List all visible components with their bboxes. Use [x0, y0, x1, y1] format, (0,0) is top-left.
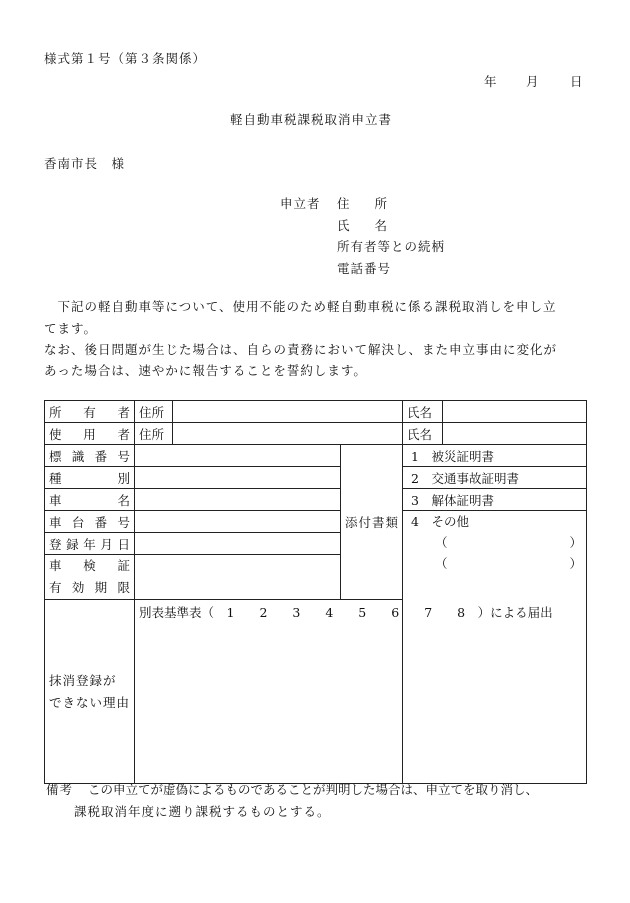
- user-name-field[interactable]: [443, 423, 587, 445]
- attachment-item-3: 3 解体証明書: [403, 489, 587, 511]
- vehicle-form-table: [44, 400, 587, 784]
- date-day-label: 日: [570, 74, 583, 89]
- paren-close-2: ）: [569, 556, 582, 571]
- reason-field[interactable]: [135, 600, 587, 784]
- note-line-1: この申立てが虚偽によるものであることが判明した場合は、申立てを取り消し、: [88, 782, 539, 797]
- registration-date-field[interactable]: [135, 533, 341, 555]
- applicant-phone-label: 電話番号: [337, 261, 392, 276]
- owner-name-field[interactable]: [443, 401, 587, 423]
- chassis-number-field[interactable]: [135, 511, 341, 533]
- user-address-field[interactable]: [173, 423, 403, 445]
- applicant-label: 申立者: [280, 196, 321, 211]
- reason-criteria-text: 別表基準表（ 1 2 3 4 5 6 7 8 ）による届出: [139, 605, 553, 620]
- form-number: 様式第１号（第３条関係）: [44, 51, 207, 66]
- applicant-name-label: 氏 名: [337, 218, 388, 233]
- inspection-expiry-label: [45, 555, 135, 600]
- paren-close-1: ）: [569, 535, 582, 550]
- attachments-label: 添付書類: [341, 445, 403, 600]
- addressee: 香南市長 様: [44, 156, 126, 171]
- owner-address-label: 住所: [135, 401, 173, 423]
- registration-date-label: 登録年月日: [45, 533, 135, 555]
- inspection-expiry-field[interactable]: [135, 555, 341, 600]
- vehicle-type-field[interactable]: [135, 467, 341, 489]
- reason-label-line-2: できない理由: [49, 694, 131, 710]
- user-label: 使 用 者: [45, 423, 135, 445]
- body-line-2: てます。: [44, 321, 98, 336]
- date-month-label: 月: [526, 74, 539, 89]
- user-name-label: 氏名: [403, 423, 443, 445]
- user-address-label: 住所: [135, 423, 173, 445]
- body-line-1: 下記の軽自動車等について、使用不能のため軽自動車税に係る課税取消しを申し立: [44, 299, 557, 314]
- inspection-label-line-2: 有効期限: [49, 580, 130, 595]
- vehicle-name-field[interactable]: [135, 489, 341, 511]
- plate-number-field[interactable]: [135, 445, 341, 467]
- owner-name-label: 氏名: [403, 401, 443, 423]
- attachment-other-1[interactable]: [403, 532, 586, 553]
- applicant-address-label: 住 所: [337, 196, 388, 211]
- plate-number-label: 標識番号: [45, 445, 135, 467]
- date-year-label: 年: [484, 74, 497, 89]
- owner-address-field[interactable]: [173, 401, 403, 423]
- vehicle-name-label: 車 名: [45, 489, 135, 511]
- paren-open-2: （: [435, 556, 448, 571]
- applicant-relation-label: 所有者等との続柄: [337, 239, 446, 254]
- attachment-other-2[interactable]: [403, 553, 586, 574]
- chassis-number-label: 車台番号: [45, 511, 135, 533]
- attachment-item-1: 1 被災証明書: [403, 445, 587, 467]
- attachment-item-4: 4 その他: [411, 514, 469, 529]
- note-label: 備考: [46, 782, 74, 797]
- inspection-label-line-1: 車 検 証: [49, 558, 130, 573]
- reason-label-line-1: 抹消登録が: [49, 672, 117, 688]
- paren-open-1: （: [435, 535, 448, 550]
- reason-label: [45, 600, 135, 784]
- owner-label: 所 有 者: [45, 401, 135, 423]
- document-title: 軽自動車税課税取消申立書: [230, 112, 393, 127]
- attachment-item-2: 2 交通事故証明書: [403, 467, 587, 489]
- body-line-4: あった場合は、速やかに報告することを誓約します。: [44, 363, 367, 378]
- vehicle-type-label: 種 別: [45, 467, 135, 489]
- body-line-3: なお、後日問題が生じた場合は、自らの責務において解決し、また申立事由に変化が: [44, 342, 558, 357]
- note-line-2: 課税取消年度に遡り課税するものとする。: [74, 804, 331, 819]
